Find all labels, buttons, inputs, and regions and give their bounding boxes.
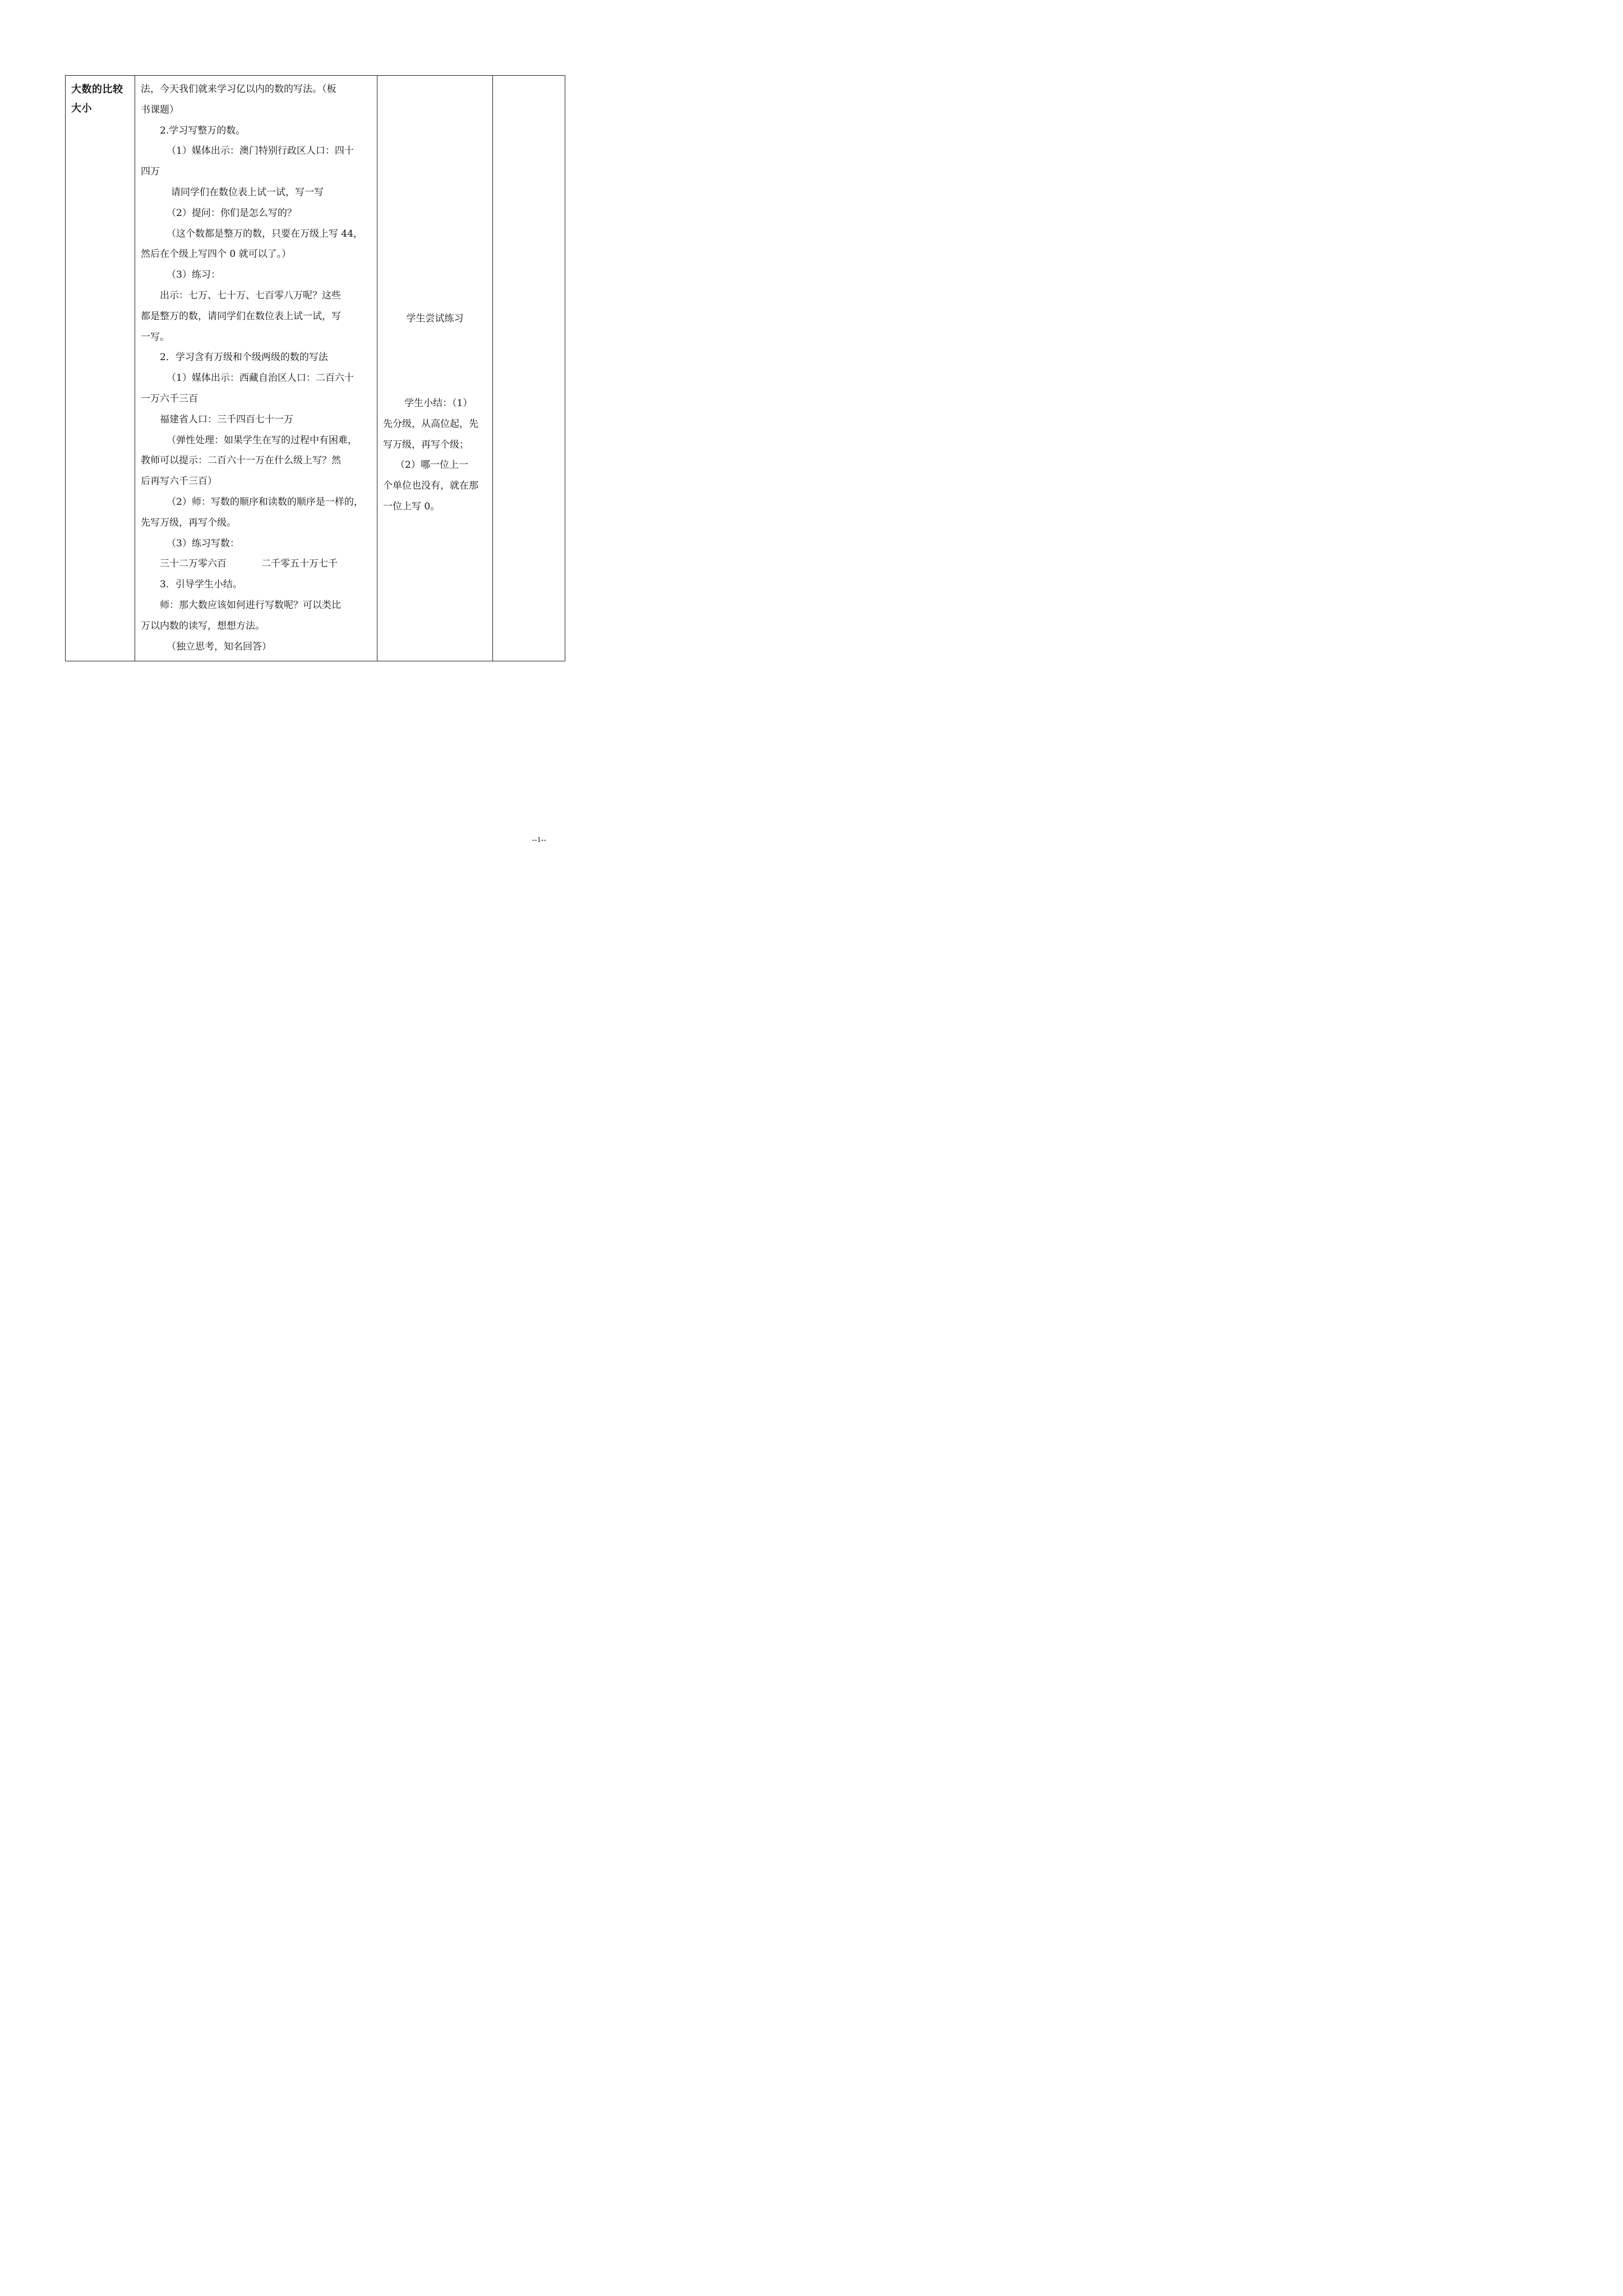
- document-page: [0, 0, 617, 873]
- lesson-plan-table: [65, 75, 565, 661]
- process-line: 2．学习含有万级和个级两级的数的写法: [160, 352, 328, 364]
- process-line: 3．引导学生小结。: [160, 579, 242, 591]
- student-practice-line: 学生尝试练习: [406, 313, 464, 324]
- process-line: （独立思考，知名回答）: [167, 641, 271, 652]
- topic-cell: [66, 76, 135, 661]
- table-row: [66, 76, 565, 661]
- notes-cell: [493, 76, 565, 661]
- process-line: （3）练习写数：: [167, 537, 239, 549]
- teaching-process-cell: [135, 76, 377, 661]
- process-line: （1）媒体出示：西藏自治区人口：二百六十: [167, 372, 354, 384]
- process-line: 书课题）: [141, 104, 179, 116]
- process-line: 教师可以提示：二百六十一万在什么级上写？然: [141, 455, 341, 467]
- teaching-process-text: [135, 76, 377, 657]
- process-line: 一万六千三百: [141, 393, 198, 404]
- process-line: 万以内数的读写，想想方法。: [141, 620, 265, 632]
- practice-item: 三十二万零六百: [160, 558, 227, 570]
- practice-items-line: [141, 554, 371, 574]
- topic-title: [66, 76, 135, 118]
- topic-title-line: 大小: [71, 103, 92, 114]
- process-line: （这个数都是整万的数，只要在万级上写 44，: [167, 228, 363, 240]
- process-line: 出示：七万、七十万、七百零八万呢？这些: [160, 289, 341, 301]
- page-number: --1--: [532, 836, 546, 844]
- process-line: 一写。: [141, 331, 169, 343]
- student-summary-text: [377, 393, 492, 517]
- topic-title-line: 大数的比较: [71, 84, 123, 95]
- process-line: （2）提问：你们是怎么写的？: [167, 207, 297, 219]
- process-line: （弹性处理：如果学生在写的过程中有困难，: [167, 434, 357, 446]
- process-line: 2.学习写整万的数。: [160, 125, 246, 136]
- student-practice-text: [377, 309, 492, 329]
- summary-line: 一位上写 0。: [383, 500, 440, 512]
- process-line: 请同学们在数位表上试一试，写一写: [171, 186, 324, 198]
- process-line: 福建省人口：三千四百七十一万: [160, 413, 293, 425]
- summary-line: （2）哪一位上一: [395, 459, 468, 471]
- practice-item: 二千零五十万七千: [261, 558, 338, 570]
- process-line: 都是整万的数，请同学们在数位表上试一试，写: [141, 310, 341, 322]
- student-activity-cell: [377, 76, 493, 661]
- process-line: 法，今天我们就来学习亿以内的数的写法。（板: [141, 84, 336, 95]
- process-line: 然后在个级上写四个 0 就可以了。）: [141, 249, 292, 260]
- summary-line: 先分级，从高位起，先: [383, 418, 478, 430]
- process-line: 四万: [141, 166, 160, 178]
- process-line: 后再写六千三百）: [141, 476, 217, 487]
- summary-line: 学生小结：（1）: [404, 398, 473, 409]
- summary-line: 写万级，再写个级；: [383, 439, 469, 450]
- process-line: （3）练习：: [167, 269, 220, 281]
- summary-line: 个单位也没有，就在那: [383, 480, 478, 492]
- process-line: 先写万级，再写个级。: [141, 517, 236, 528]
- process-line: （1）媒体出示：澳门特别行政区人口：四十: [167, 145, 354, 157]
- process-line: 师：那大数应该如何进行写数呢？可以类比: [160, 599, 341, 611]
- process-line: （2）师：写数的顺序和读数的顺序是一样的，: [167, 496, 363, 508]
